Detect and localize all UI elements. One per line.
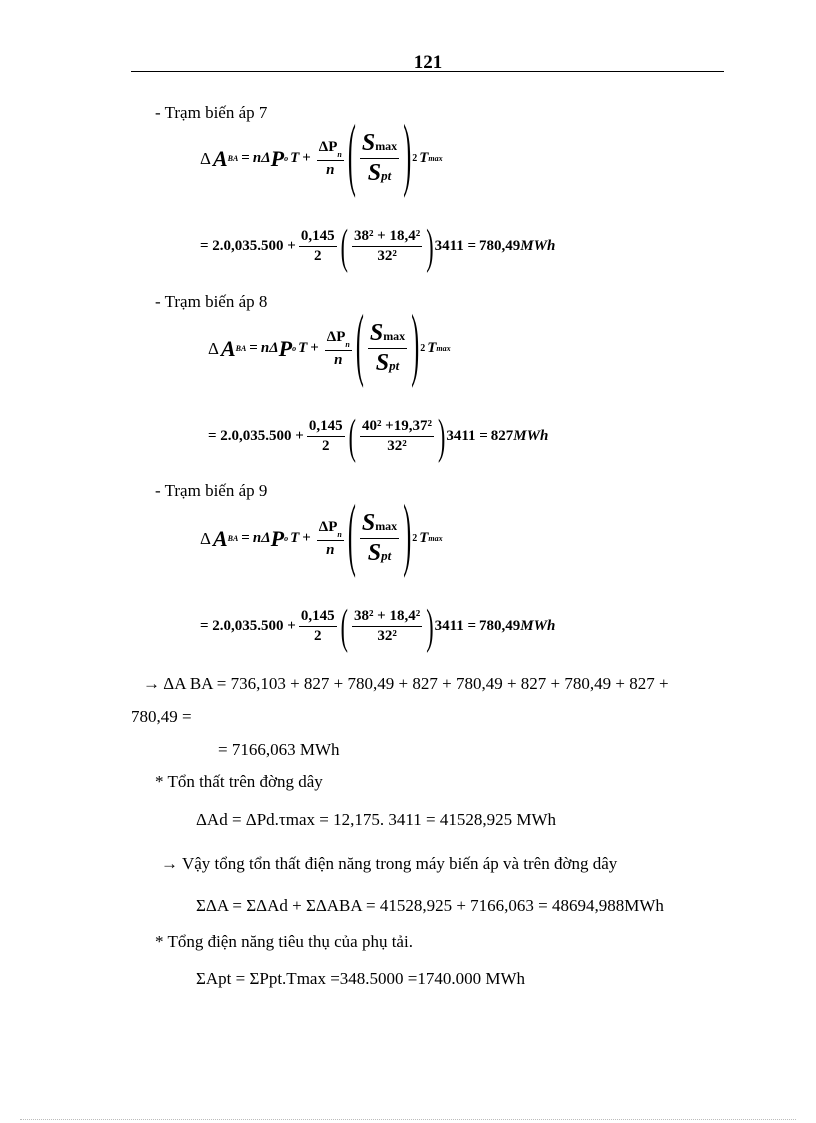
section-title-9: - Trạm biến áp 9 — [155, 481, 268, 500]
consumption-title: * Tổng điện năng tiêu thụ của phụ tải. — [155, 932, 413, 951]
section-title-7: - Trạm biến áp 7 — [155, 103, 268, 122]
consumption-eq: ΣApt = ΣPpt.Tmax =348.5000 =1740.000 MWh — [196, 969, 526, 988]
total-loss-eq: ΣΔA = ΣΔAd + ΣΔABA = 41528,925 + 7166,063 = 48694,988MWh — [196, 896, 664, 915]
total-ba-line1: → ΔA BA = 736,103 + 827 + 780,49 + 827 + 780,49 + 827 + 780,49 + 827 + — [143, 674, 669, 693]
header-rule — [131, 71, 724, 72]
total-ba-line2: 780,49 = — [131, 707, 192, 726]
expanded-8: = 2.0,035.500 + $\frac{0,145}{2}$ ( $\frac{\text{40² +19,37²}}{\text{32²}}$ ) 3411 = 827 MWh — [208, 407, 549, 463]
total-ba-line3: = 7166,063 MWh — [218, 740, 340, 759]
formula-8: Δ A BA = nΔ P o T + $\frac{\Delta P_n}{n}$ ( $\frac{Smax}{\text{Spt}}$ ) 2 T max — [208, 302, 451, 391]
formula-9: Δ A BA = nΔ P o T + $\frac{\Delta P_n}{n}$ ( $\frac{Smax}{\text{Spt}}$ ) 2 T max — [200, 492, 443, 581]
expanded-7: = 2.0,035.500 + $\frac{0,145}{2}$ ( $\frac{\text{38² + 18,4²}}{\text{32²}}$ ) 3411 = 780,49 MWh — [200, 217, 556, 273]
expanded-9: = 2.0,035.500 + $\frac{0,145}{2}$ ( $\frac{\text{38² + 18,4²}}{\text{32²}}$ ) 3411 = 780,49 MWh — [200, 597, 556, 653]
loss-line-eq: ΔAd = ΔPd.τmax = 12,175. 3411 = 41528,925 MWh — [196, 810, 556, 829]
loss-line-title: * Tổn thất trên đờng dây — [155, 772, 323, 791]
bottom-dotted-border — [20, 1119, 796, 1120]
formula-7: Δ A BA = nΔ P o T + $\frac{\Delta P_n}{n}$ ( $\frac{Smax}{\text{Spt}}$ ) 2 T max — [200, 112, 443, 201]
total-loss-title: → Vậy tổng tổn thất điện năng trong máy biến áp và trên đờng dây — [161, 854, 618, 873]
page-number: 121 — [413, 52, 443, 73]
section-title-8: - Trạm biến áp 8 — [155, 292, 268, 311]
